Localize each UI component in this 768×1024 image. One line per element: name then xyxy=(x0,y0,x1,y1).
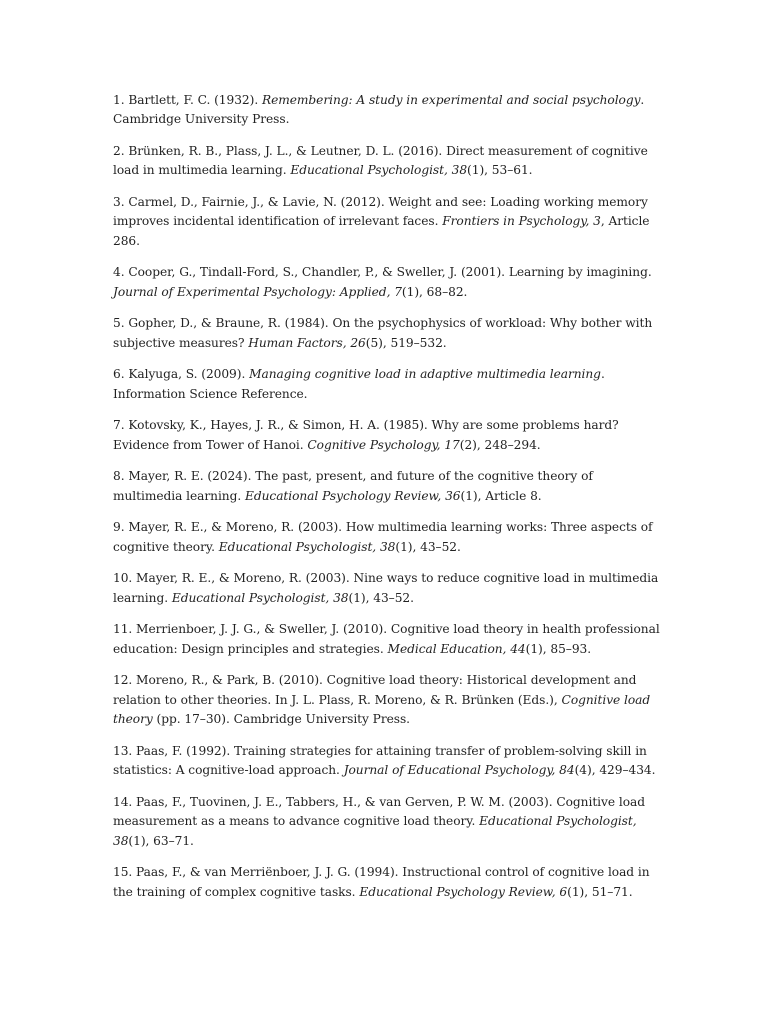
reference-item xyxy=(113,863,661,902)
reference-item xyxy=(113,620,661,659)
reference-item xyxy=(113,742,661,781)
reference-text: 12. Moreno, R., & Park, B. (2010). Cognitive load theory: Historical development and relation to other theories. In J. L. Plass, R. Moreno, & R. Brünken (Eds.), xyxy=(113,673,637,707)
reference-source-italic: Managing cognitive load in adaptive multimedia learning xyxy=(249,367,601,382)
reference-item xyxy=(113,142,661,181)
reference-text: (pp. 17–30). Cambridge University Press. xyxy=(152,712,410,727)
reference-text: (4), 429–434. xyxy=(574,763,656,778)
reference-item xyxy=(113,193,661,251)
reference-text: (1), 43–52. xyxy=(395,539,461,554)
reference-item xyxy=(113,416,661,455)
reference-item xyxy=(113,91,661,130)
reference-text: 1. Bartlett, F. C. (1932). xyxy=(113,93,262,107)
reference-item xyxy=(113,365,661,404)
reference-text: (5), 519–532. xyxy=(365,335,447,350)
reference-text: 9. Mayer, R. E., & Moreno, R. (2003). How multimedia learning works: Three aspects of cognitive theory. xyxy=(113,520,653,554)
reference-item xyxy=(113,671,661,729)
reference-source-italic: Remembering: A study in experimental and social psychology xyxy=(261,93,641,107)
reference-text: (1), 63–71. xyxy=(128,833,194,848)
reference-text: 8. Mayer, R. E. (2024). The past, present, and future of the cognitive theory of multimedia learning. xyxy=(113,469,593,503)
reference-text: 11. Merrienboer, J. J. G., & Sweller, J. (2010). Cognitive load theory in health professional education: Design principles and strategies. xyxy=(113,622,660,656)
reference-text: 13. Paas, F. (1992). Training strategies for attaining transfer of problem-solving skill in statistics: A cognitive-load approach. xyxy=(113,743,647,778)
reference-item xyxy=(113,263,661,302)
reference-text: 10. Mayer, R. E., & Moreno, R. (2003). Nine ways to reduce cognitive load in multimedia learning. xyxy=(113,571,659,605)
reference-item xyxy=(113,518,661,557)
reference-text: (1), 53–61. xyxy=(467,163,533,178)
reference-source-italic: Journal of Experimental Psychology: Applied, 7 xyxy=(113,284,402,299)
reference-source-italic: Educational Psychologist, 38 xyxy=(290,163,468,178)
reference-text: . Information Science Reference. xyxy=(113,367,605,401)
reference-text: (1), 85–93. xyxy=(525,641,592,656)
reference-source-italic: Educational Psychologist, 38 xyxy=(113,814,637,848)
reference-text: 5. Gopher, D., & Braune, R. (1984). On the psychophysics of workload: Why bother with subjective measures? xyxy=(113,316,653,350)
reference-text: , Article 286. xyxy=(113,214,650,248)
reference-source-italic: Educational Psychologist, 38 xyxy=(171,590,349,605)
reference-text: 15. Paas, F., & van Merriënboer, J. J. G. (1994). Instructional control of cognitive load in the training of complex cognitive tasks. xyxy=(113,865,650,899)
reference-text: . Cambridge University Press. xyxy=(113,93,645,127)
reference-text: 7. Kotovsky, K., Hayes, J. R., & Simon, H. A. (1985). Why are some problems hard? Evidence from Tower of Hanoi. xyxy=(113,418,619,452)
reference-source-italic: Medical Education, 44 xyxy=(387,641,526,656)
reference-text: 14. Paas, F., Tuovinen, J. E., Tabbers, H., & van Gerven, P. W. M. (2003). Cognitive load measurement as a means to advance cognitive load theory. xyxy=(113,794,645,829)
reference-source-italic: Frontiers in Psychology, 3 xyxy=(442,214,601,229)
reference-source-italic: Human Factors, 26 xyxy=(248,335,366,350)
reference-item xyxy=(113,314,661,353)
reference-source-italic: Cognitive Psychology, 17 xyxy=(307,437,460,452)
reference-item xyxy=(113,793,661,851)
reference-text: (1), Article 8. xyxy=(460,488,542,503)
reference-source-italic: Educational Psychology Review, 6 xyxy=(359,884,568,899)
reference-text: 6. Kalyuga, S. (2009). xyxy=(113,367,250,382)
reference-text: (1), 43–52. xyxy=(348,590,414,605)
reference-text: 4. Cooper, G., Tindall-Ford, S., Chandler, P., & Sweller, J. (2001). Learning by imagining. xyxy=(113,265,652,280)
reference-text: (1), 51–71. xyxy=(567,884,633,899)
reference-source-italic: Cognitive load theory xyxy=(113,692,651,727)
reference-source-italic: Journal of Educational Psychology, 84 xyxy=(343,763,575,778)
reference-item xyxy=(113,467,661,506)
reference-source-italic: Educational Psychologist, 38 xyxy=(218,539,396,554)
reference-text: 3. Carmel, D., Fairnie, J., & Lavie, N. (2012). Weight and see: Loading working memory improves incidental identification of irrelevant faces. xyxy=(113,195,648,229)
reference-item xyxy=(113,569,661,608)
reference-text: (1), 68–82. xyxy=(401,284,468,299)
reference-text: (2), 248–294. xyxy=(459,437,541,452)
reference-list xyxy=(113,91,661,914)
reference-text: 2. Brünken, R. B., Plass, J. L., & Leutner, D. L. (2016). Direct measurement of cognitive load in multimedia learning. xyxy=(113,144,648,178)
reference-source-italic: Educational Psychology Review, 36 xyxy=(245,488,461,503)
